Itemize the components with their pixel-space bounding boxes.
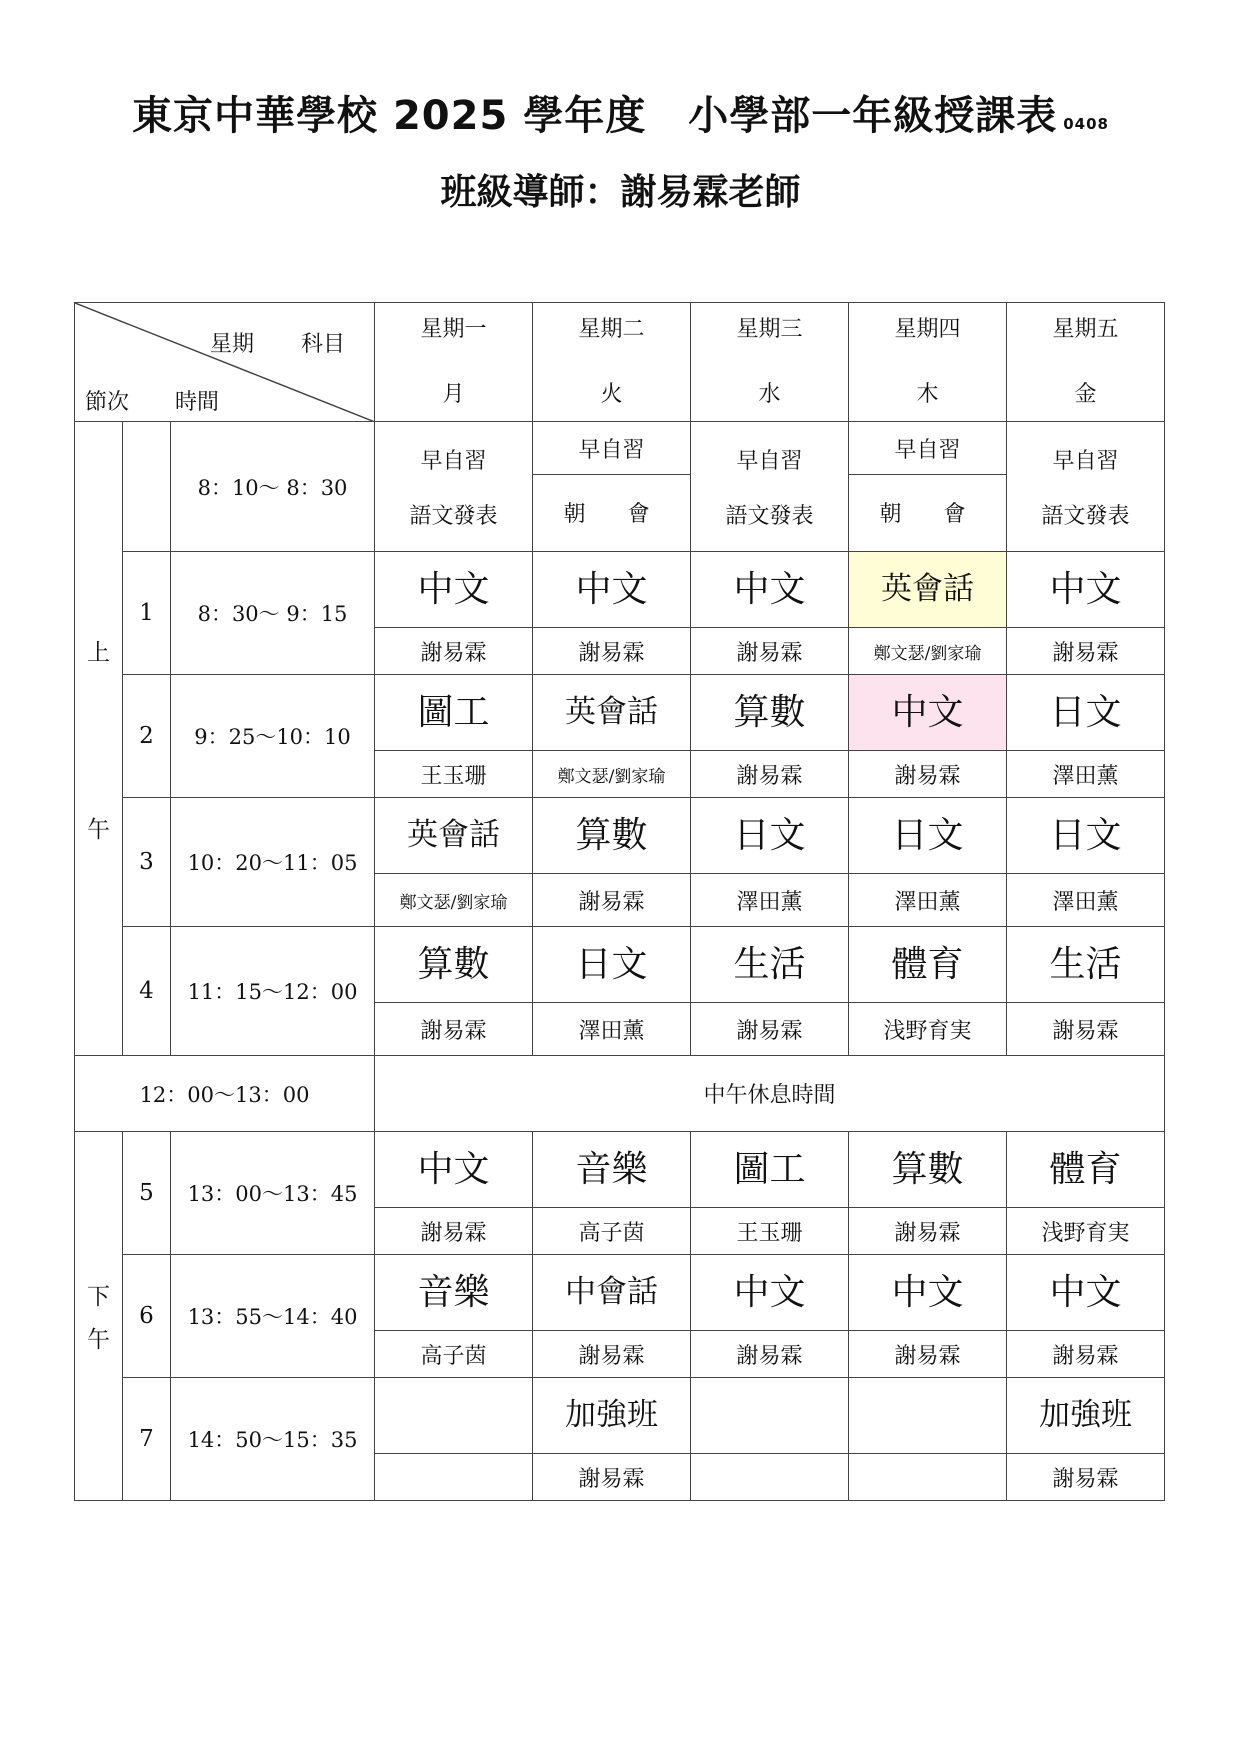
document-title <box>0 84 1241 141</box>
subject-cell: 中文 <box>849 1255 1007 1331</box>
subject-cell: 體育 <box>849 927 1007 1003</box>
teacher-cell-empty <box>375 1454 533 1501</box>
subject-cell: 算數 <box>849 1132 1007 1208</box>
period-num: 1 <box>123 552 171 675</box>
morning-cell-thu: 早自習 朝 會 <box>849 422 1007 552</box>
subject-cell: 體育 <box>1007 1132 1165 1208</box>
teacher-cell: 王玉珊 <box>375 751 533 798</box>
teacher-cell: 謝易霖 <box>1007 1003 1165 1056</box>
subject-cell: 中文 <box>691 1255 849 1331</box>
period-time: 11：15～12：00 <box>171 927 375 1056</box>
subject-cell: 日文 <box>1007 798 1165 874</box>
teacher-cell: 浅野育実 <box>1007 1208 1165 1255</box>
subject-cell: 生活 <box>691 927 849 1003</box>
period-time: 10：20～11：05 <box>171 798 375 927</box>
period-num: 3 <box>123 798 171 927</box>
morning-cell-tue: 早自習 朝 會 <box>533 422 691 552</box>
am-label: 上 午 <box>75 422 123 1056</box>
subject-cell-empty <box>691 1378 849 1454</box>
time-morning: 8：10～ 8：30 <box>171 422 375 552</box>
teacher-cell: 澤田薰 <box>533 1003 691 1056</box>
header-corner-cell <box>75 303 375 422</box>
period-num: 6 <box>123 1255 171 1378</box>
teacher-cell: 謝易霖 <box>533 1454 691 1501</box>
teacher-cell-empty <box>849 1454 1007 1501</box>
morning-cell-mon: 早自習 語文發表 <box>375 422 533 552</box>
lunch-break-label: 中午休息時間 <box>375 1056 1165 1132</box>
pm-label: 下 午 <box>75 1132 123 1501</box>
period-time: 14：50～15：35 <box>171 1378 375 1501</box>
period-num: 4 <box>123 927 171 1056</box>
lunch-time: 12：00～13：00 <box>75 1056 375 1132</box>
teacher-cell: 鄭文瑟/劉家瑜 <box>533 751 691 798</box>
subject-cell: 算數 <box>375 927 533 1003</box>
teacher-cell: 謝易霖 <box>375 1003 533 1056</box>
teacher-cell: 王玉珊 <box>691 1208 849 1255</box>
title-sub: 小學部一年級授課表 <box>688 93 1058 139</box>
period-time: 8：30～ 9：15 <box>171 552 375 675</box>
subject-cell: 中文 <box>375 1132 533 1208</box>
subject-cell: 加強班 <box>533 1378 691 1454</box>
teacher-cell: 謝易霖 <box>375 628 533 675</box>
teacher-cell: 鄭文瑟/劉家瑜 <box>849 628 1007 675</box>
teacher-cell: 謝易霖 <box>533 874 691 927</box>
subject-cell: 中文 <box>1007 552 1165 628</box>
corner-subject-label: 科目 <box>301 332 346 357</box>
teacher-cell: 謝易霖 <box>533 628 691 675</box>
subject-cell-empty <box>849 1378 1007 1454</box>
subject-cell: 中文 <box>1007 1255 1165 1331</box>
day-header-thu: 星期四 木 <box>849 303 1007 422</box>
teacher-cell: 謝易霖 <box>1007 1454 1165 1501</box>
morning-cell-fri: 早自習 語文發表 <box>1007 422 1165 552</box>
period-time: 13：55～14：40 <box>171 1255 375 1378</box>
day-header-tue: 星期二 火 <box>533 303 691 422</box>
corner-day-label: 星期 <box>210 332 255 357</box>
subject-cell: 日文 <box>1007 675 1165 751</box>
subject-cell-empty <box>375 1378 533 1454</box>
teacher-cell: 謝易霖 <box>533 1331 691 1378</box>
teacher-cell: 謝易霖 <box>691 751 849 798</box>
teacher-cell: 澤田薰 <box>849 874 1007 927</box>
subject-cell: 加強班 <box>1007 1378 1165 1454</box>
subject-cell: 中文 <box>375 552 533 628</box>
subject-cell: 音樂 <box>375 1255 533 1331</box>
subject-cell-highlighted: 中文 <box>849 675 1007 751</box>
period-num: 2 <box>123 675 171 798</box>
teacher-cell: 謝易霖 <box>849 1208 1007 1255</box>
corner-time-label: 時間 <box>175 390 220 415</box>
period-num: 5 <box>123 1132 171 1255</box>
teacher-cell: 鄭文瑟/劉家瑜 <box>375 874 533 927</box>
teacher-cell: 謝易霖 <box>691 1003 849 1056</box>
subject-cell: 中文 <box>533 552 691 628</box>
teacher-cell: 浅野育実 <box>849 1003 1007 1056</box>
period-num-morning <box>123 422 171 552</box>
subject-cell: 圖工 <box>691 1132 849 1208</box>
subject-cell: 算數 <box>691 675 849 751</box>
subject-cell: 英會話 <box>533 675 691 751</box>
teacher-cell: 謝易霖 <box>1007 1331 1165 1378</box>
period-time: 13：00～13：45 <box>171 1132 375 1255</box>
subject-cell: 中會話 <box>533 1255 691 1331</box>
morning-cell-wed: 早自習 語文發表 <box>691 422 849 552</box>
teacher-cell: 澤田薰 <box>691 874 849 927</box>
title-main: 東京中華學校 2025 學年度 <box>132 93 647 139</box>
corner-period-label: 節次 <box>85 390 130 415</box>
teacher-cell-empty <box>691 1454 849 1501</box>
teacher-cell: 謝易霖 <box>1007 628 1165 675</box>
teacher-cell: 謝易霖 <box>849 1331 1007 1378</box>
timetable <box>74 302 1165 1501</box>
subject-cell: 英會話 <box>375 798 533 874</box>
teacher-cell: 澤田薰 <box>1007 874 1165 927</box>
title-code: 0408 <box>1063 115 1109 133</box>
teacher-cell: 謝易霖 <box>691 628 849 675</box>
homeroom-teacher: 班級導師：謝易霖老師 <box>440 172 801 213</box>
day-header-wed: 星期三 水 <box>691 303 849 422</box>
period-time: 9：25～10：10 <box>171 675 375 798</box>
teacher-cell: 高子茵 <box>375 1331 533 1378</box>
day-header-mon: 星期一 月 <box>375 303 533 422</box>
teacher-cell: 謝易霖 <box>375 1208 533 1255</box>
subject-cell: 音樂 <box>533 1132 691 1208</box>
subject-cell: 生活 <box>1007 927 1165 1003</box>
subject-cell: 日文 <box>691 798 849 874</box>
subject-cell: 日文 <box>533 927 691 1003</box>
teacher-cell: 謝易霖 <box>849 751 1007 798</box>
teacher-cell: 謝易霖 <box>691 1331 849 1378</box>
teacher-cell: 高子茵 <box>533 1208 691 1255</box>
subject-cell-highlighted: 英會話 <box>849 552 1007 628</box>
period-num: 7 <box>123 1378 171 1501</box>
teacher-cell: 澤田薰 <box>1007 751 1165 798</box>
subject-cell: 算數 <box>533 798 691 874</box>
subject-cell: 圖工 <box>375 675 533 751</box>
subject-cell: 中文 <box>691 552 849 628</box>
day-header-fri: 星期五 金 <box>1007 303 1165 422</box>
subject-cell: 日文 <box>849 798 1007 874</box>
